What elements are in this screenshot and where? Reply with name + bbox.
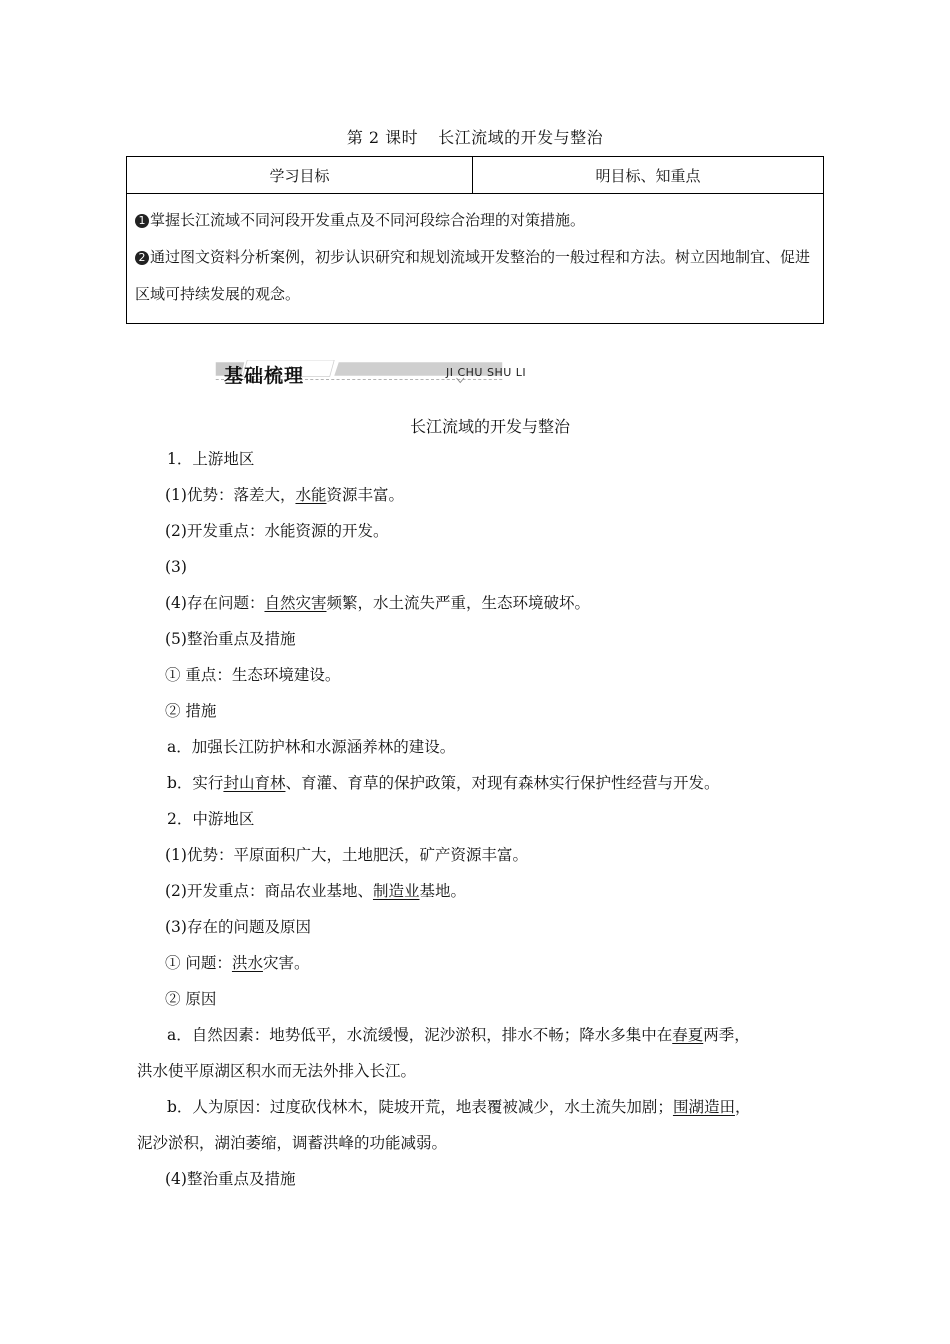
lesson-name: 长江流域的开发与整治 [438,128,604,147]
text-line: a．自然因素：地势低平，水流缓慢，泥沙淤积，排水不畅；降水多集中在春夏两季， [167,1026,750,1044]
text-line: (3) [165,558,187,576]
text-line: (2)开发重点：商品农业基地、制造业基地。 [165,882,466,900]
text-line: (5)整治重点及措施 [165,630,296,648]
text-line: b．实行封山育林、育灌、育草的保护政策，对现有森林实行保护性经营与开发。 [167,774,720,792]
text-line: ① 重点：生态环境建设。 [165,666,341,684]
text-line: 洪水使平原湖区积水而无法外排入长江。 [137,1062,417,1080]
notes-body [137,448,817,1204]
learning-goals-table [126,156,824,324]
goal-number-badge: 2 [135,251,149,265]
text-line: (4)整治重点及措施 [165,1170,296,1188]
banner-heading: 基础梳理 [224,365,305,387]
heading-middle-reaches: 2．中游地区 [167,810,255,828]
fill-blank-answer: 封山育林 [223,774,286,792]
fill-blank-answer: 春夏 [672,1026,704,1044]
goals-header-right: 明目标、知重点 [473,157,824,194]
lesson-number: 第 2 课时 [346,128,419,147]
text-line: ① 问题：洪水灾害。 [165,954,310,972]
text-line: (1)优势：落差大，水能资源丰富。 [165,486,404,504]
fill-blank-answer: 洪水 [231,954,263,972]
text-line: ② 措施 [165,702,217,720]
section-banner [168,360,550,392]
banner-pinyin: JI CHU SHU LI [446,366,527,379]
goal-text: 掌握长江流域不同河段开发重点及不同河段综合治理的对策措施。 [150,211,586,229]
goals-body-row [127,194,824,324]
text-line: b．人为原因：过度砍伐林木，陡坡开荒，地表覆被减少，水土流失加剧；围湖造田， [167,1098,751,1116]
text-line: (3)存在的问题及原因 [165,918,311,936]
text-line: ② 原因 [165,990,217,1008]
text-line: a．加强长江防护林和水源涵养林的建设。 [167,738,456,756]
fill-blank-answer: 围湖造田 [672,1098,735,1116]
fill-blank-answer: 制造业 [372,882,420,900]
text-line: 泥沙淤积，湖泊萎缩，调蓄洪峰的功能减弱。 [137,1134,448,1152]
goal-item [135,239,815,313]
text-line: (1)优势：平原面积广大，土地肥沃，矿产资源丰富。 [165,846,528,864]
text-line: (4)存在问题：自然灾害频繁，水土流失严重，生态环境破坏。 [165,594,590,612]
goal-number-badge: 1 [135,214,149,228]
goals-body [127,194,824,324]
goal-item [135,202,815,239]
fill-blank-answer: 水能 [295,486,327,504]
text-line: (2)开发重点：水能资源的开发。 [165,522,389,540]
goals-header-row [127,157,824,194]
heading-upper-reaches: 1．上游地区 [167,450,255,468]
section-title: 长江流域的开发与整治 [409,417,570,436]
fill-blank-answer: 自然灾害 [264,594,327,612]
goal-text: 通过图文资料分析案例，初步认识研究和规划流域开发整治的一般过程和方法。树立因地制宜、促进区域可持续发展的观念。 [135,248,811,303]
goals-header-left: 学习目标 [127,157,473,194]
lesson-title [0,125,950,148]
